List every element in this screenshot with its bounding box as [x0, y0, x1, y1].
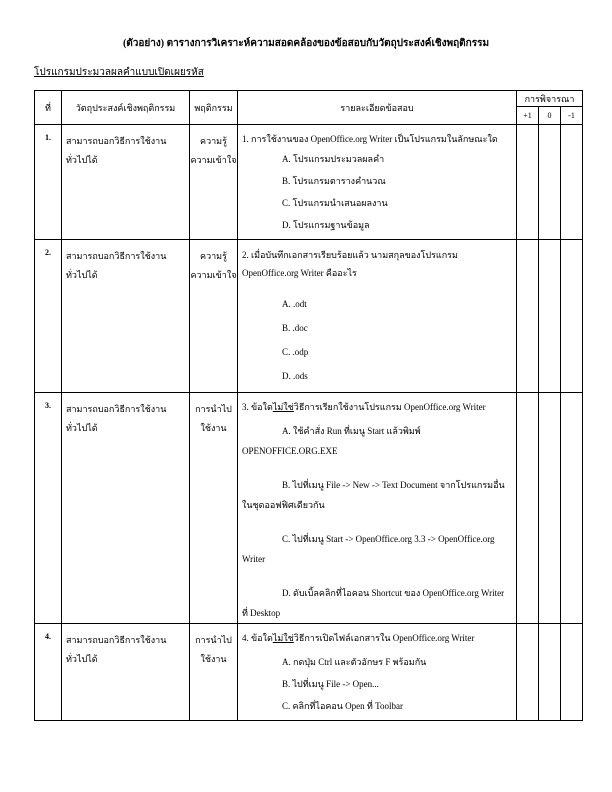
program-subtitle: โปรแกรมประมวลผลคำแบบเปิดเผยรหัส [34, 67, 204, 78]
analysis-table [34, 90, 583, 721]
row-behavior: การนำไปใช้งาน [190, 624, 238, 721]
option-a: A. ใช้คำสั่ง Run ที่เมนู Start แล้วพิมพ์ OPENOFFICE.ORG.EXE [242, 426, 421, 456]
option-b [242, 320, 512, 336]
question-text: 1. การใช้งานของ OpenOffice.org Writer เป็นโปรแกรมในลักษณะใด [242, 134, 498, 144]
score-zero-cell[interactable] [539, 125, 561, 240]
row-number: 4. [35, 624, 62, 721]
row-behavior: ความรู้ความเข้าใจ [190, 125, 238, 240]
option-a: A. กดปุ่ม Ctrl และตัวอักษร F พร้อมกัน [282, 657, 427, 667]
header-score-plus: +1 [517, 107, 539, 125]
option-value: .odp [292, 347, 309, 357]
row-behavior: การนำไปใช้งาน [190, 393, 238, 624]
option-d: D. ดับเบิ้ลคลิกที่ไอคอน Shortcut ของ OpenOffice.org Writer ที่ Desktop [242, 588, 505, 618]
row-number: 3. [35, 393, 62, 624]
header-consideration: การพิจารณา [517, 91, 583, 107]
score-zero-cell[interactable] [539, 624, 561, 721]
header-score-minus: -1 [561, 107, 583, 125]
option-value: .ods [293, 371, 308, 381]
question-suffix: วิธีการเรียกใช้งานโปรแกรม OpenOffice.org Writer [293, 402, 486, 412]
row-details [238, 240, 517, 393]
option-letter: C. [282, 347, 291, 357]
option-value: .odt [293, 299, 307, 309]
row-details [238, 393, 517, 624]
option-d [242, 368, 512, 384]
question-prefix: 4. ข้อใด [242, 633, 273, 643]
option-d: D. โปรแกรมฐานข้อมูล [282, 220, 370, 230]
question-suffix: วิธีการเปิดไฟล์เอกสารใน OpenOffice.org Writer [293, 633, 475, 643]
header-score-zero: 0 [539, 107, 561, 125]
header-objective: วัตถุประสงค์เชิงพฤติกรรม [62, 91, 190, 125]
question-text: 2. เมื่อบันทึกเอกสารเรียบร้อยแล้ว นามสกุลของโปรแกรม OpenOffice.org Writer คืออะไร [242, 250, 458, 278]
page-title: (ตัวอย่าง) ตารางการวิเคราะห์ความสอดคล้องของข้อสอบกับวัตถุประสงค์เชิงพฤติกรรม [122, 38, 490, 49]
score-zero-cell[interactable] [539, 240, 561, 393]
score-plus-cell[interactable] [517, 624, 539, 721]
score-plus-cell[interactable] [517, 240, 539, 393]
row-objective: สามารถบอกวิธีการใช้งานทั่วไปได้ [62, 125, 190, 240]
option-b: B. ไปที่เมนู File -> Open... [282, 679, 379, 689]
table-row [35, 240, 583, 393]
question-text [242, 630, 512, 646]
score-minus-cell[interactable] [561, 240, 583, 393]
table-row [35, 125, 583, 240]
row-objective: สามารถบอกวิธีการใช้งานทั่วไปได้ [62, 240, 190, 393]
question-prefix: 3. ข้อใด [242, 402, 273, 412]
score-minus-cell[interactable] [561, 624, 583, 721]
option-value: .doc [292, 323, 308, 333]
row-number: 2. [35, 240, 62, 393]
row-objective: สามารถบอกวิธีการใช้งานทั่วไปได้ [62, 624, 190, 721]
option-letter: D. [282, 371, 291, 381]
header-behavior: พฤติกรรม [190, 91, 238, 125]
option-c: C. คลิกที่ไอคอน Open ที่ Toolbar [282, 701, 403, 711]
score-plus-cell[interactable] [517, 393, 539, 624]
header-no: ที่ [35, 91, 62, 125]
option-letter: B. [282, 323, 291, 333]
option-c: C. ไปที่เมนู Start -> OpenOffice.org 3.3 -> OpenOffice.org Writer [242, 534, 495, 564]
option-c [242, 344, 512, 360]
header-details: รายละเอียดข้อสอบ [238, 91, 517, 125]
row-behavior: ความรู้ความเข้าใจ [190, 240, 238, 393]
option-a [242, 296, 512, 312]
option-b: B. ไปที่เมนู File -> New -> Text Document จากโปรแกรมอื่นในชุดออฟฟิศเดียวกัน [242, 480, 505, 510]
question-text [242, 399, 512, 415]
row-number: 1. [35, 125, 62, 240]
score-minus-cell[interactable] [561, 125, 583, 240]
score-plus-cell[interactable] [517, 125, 539, 240]
option-b: B. โปรแกรมตารางคำนวณ [282, 176, 386, 186]
row-details [238, 624, 517, 721]
question-emphasis: ไม่ใช่ [272, 633, 294, 643]
table-row [35, 624, 583, 721]
row-objective: สามารถบอกวิธีการใช้งานทั่วไปได้ [62, 393, 190, 624]
table-row [35, 393, 583, 624]
score-zero-cell[interactable] [539, 393, 561, 624]
option-c: C. โปรแกรมนำเสนอผลงาน [282, 198, 388, 208]
question-emphasis: ไม่ใช่ [272, 402, 294, 412]
row-details [238, 125, 517, 240]
option-letter: A. [282, 299, 291, 309]
option-a: A. โปรแกรมประมวลผลคำ [282, 154, 385, 164]
score-minus-cell[interactable] [561, 393, 583, 624]
